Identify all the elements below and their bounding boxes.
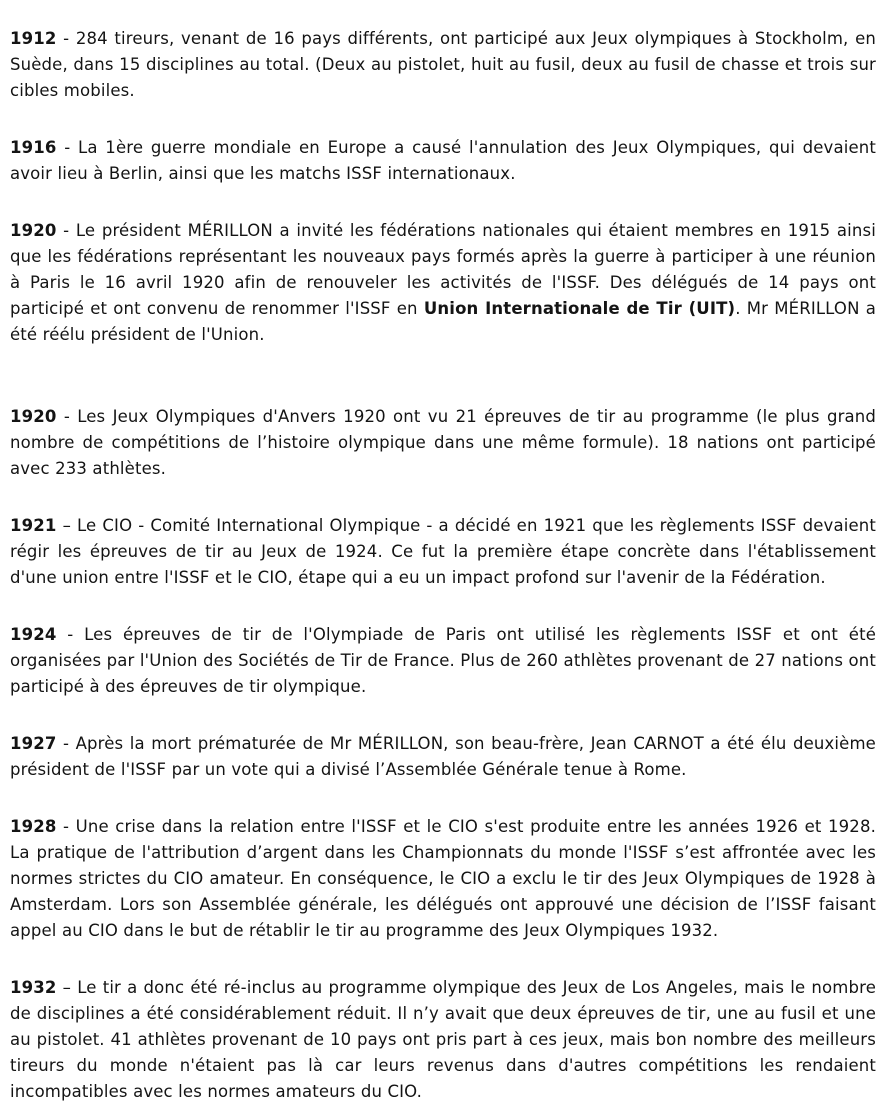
timeline-paragraph-1912-0 (10, 26, 876, 104)
year-label: 1912 (10, 29, 57, 48)
year-label: 1927 (10, 734, 57, 753)
timeline-paragraph-1920-2 (10, 218, 876, 348)
body-text: - Les épreuves de tir de l'Olympiade de Paris ont utilisé les règlements ISSF et ont été organisées par l'Union des Sociétés de Tir de France. Plus de 260 athlètes provenant de 27 nations ont participé à des épreuves de tir olympique. (10, 625, 876, 696)
timeline-paragraph-1928-7 (10, 814, 876, 944)
year-label: 1924 (10, 625, 57, 644)
body-text: - Le président MÉRILLON a invité les fédérations nationales qui étaient membres en 1915 ainsi que les fédérations représentant les nouveaux pays formés après la guerre à participer à une réunion à Paris le 16 avril 1920 afin de renouveler les activités de l'ISSF. Des délégués de 14 pays ont participé et ont convenu de renommer l'ISSF en (10, 221, 876, 318)
body-text: - 284 tireurs, venant de 16 pays différents, ont participé aux Jeux olympiques à Stockholm, en Suède, dans 15 disciplines au total. (Deux au pistolet, huit au fusil, deux au fusil de chasse et trois sur cibles mobiles. (10, 29, 876, 100)
bold-term: Union Internationale de Tir (UIT) (423, 299, 736, 318)
body-text: – Le tir a donc été ré-inclus au programme olympique des Jeux de Los Angeles, mais le nombre de disciplines a été considérablement réduit. Il n’y avait que deux épreuves de tir, une au fusil et une au pistolet. 41 athlètes provenant de 10 pays ont pris part à ces jeux, mais bon nombre des meilleurs tireurs du monde n'étaient pas là car leurs revenus dans d'autres compétitions les rendaient incompatibles avec les normes amateurs du CIO. (10, 978, 876, 1101)
body-text: – Le CIO - Comité International Olympique - a décidé en 1921 que les règlements ISSF devaient régir les épreuves de tir au Jeux de 1924. Ce fut la première étape concrète dans l'établissement d'une union entre l'ISSF et le CIO, étape qui a eu un impact profond sur l'avenir de la Fédération. (10, 516, 876, 587)
year-label: 1920 (10, 221, 57, 240)
body-text: . Mr MÉRILLON a été réélu président de l'Union. (10, 299, 876, 344)
year-label: 1928 (10, 817, 57, 836)
timeline-paragraph-1932-8 (10, 975, 876, 1105)
timeline-paragraph-1927-6 (10, 731, 876, 783)
timeline-paragraph-1921-4 (10, 513, 876, 591)
year-label: 1932 (10, 978, 57, 997)
body-text: - Après la mort prématurée de Mr MÉRILLON, son beau-frère, Jean CARNOT a été élu deuxième président de l'ISSF par un vote qui a divisé l’Assemblée Générale tenue à Rome. (10, 734, 876, 779)
year-label: 1920 (10, 407, 57, 426)
body-text: - La 1ère guerre mondiale en Europe a causé l'annulation des Jeux Olympiques, qui devaient avoir lieu à Berlin, ainsi que les matchs ISSF internationaux. (10, 138, 876, 183)
timeline-paragraph-1924-5 (10, 622, 876, 700)
year-label: 1916 (10, 138, 57, 157)
timeline-paragraph-1920-3 (10, 404, 876, 482)
body-text: - Une crise dans la relation entre l'ISSF et le CIO s'est produite entre les années 1926 et 1928. La pratique de l'attribution d’argent dans les Championnats du monde l'ISSF s’est affrontée avec les normes strictes du CIO amateur. En conséquence, le CIO a exclu le tir des Jeux Olympiques de 1928 à Amsterdam. Lors son Assemblée générale, les délégués ont approuvé une décision de l’ISSF faisant appel au CIO dans le but de rétablir le tir au programme des Jeux Olympiques 1932. (10, 817, 876, 940)
body-text: - Les Jeux Olympiques d'Anvers 1920 ont vu 21 épreuves de tir au programme (le plus grand nombre de compétitions de l’histoire olympique dans une même formule). 18 nations ont participé avec 233 athlètes. (10, 407, 876, 478)
timeline-paragraph-1916-1 (10, 135, 876, 187)
year-label: 1921 (10, 516, 57, 535)
